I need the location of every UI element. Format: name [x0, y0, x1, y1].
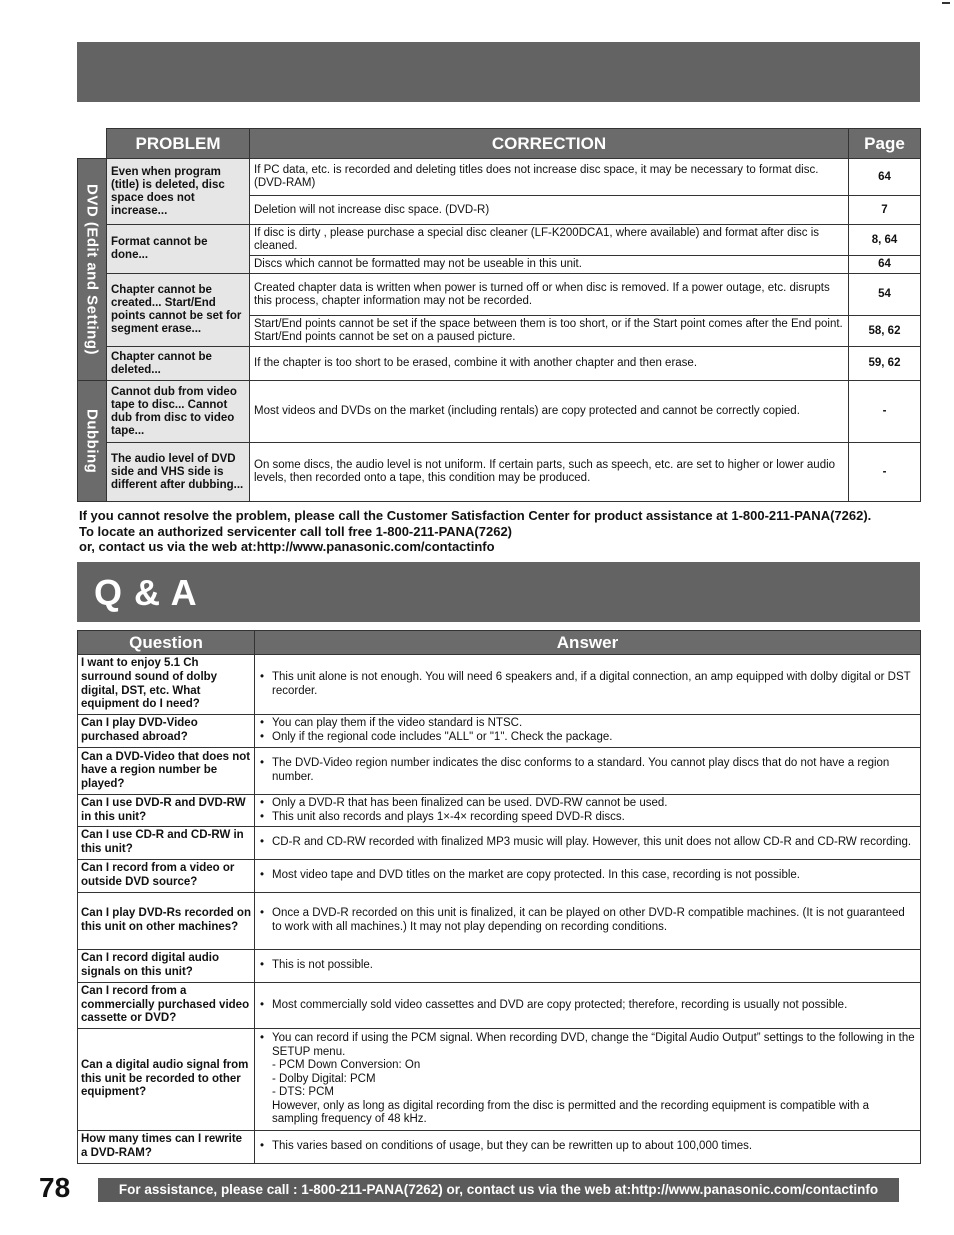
answer-cell	[255, 1029, 921, 1131]
page-cell: -	[849, 381, 921, 443]
answer-cell	[255, 860, 921, 893]
answer-item: • Once a DVD-R recorded on this unit is finalized, it can be played on other DVD-R compatible machines. (It is not guaranteed to work with all machines.) It may not play depending on recording conditions.	[258, 907, 917, 934]
answer-cell	[255, 827, 921, 860]
problem-cell: Format cannot be done...	[107, 225, 250, 274]
troubleshooting-table	[77, 128, 921, 502]
answer-item: • Only if the regional code includes "ALL" or "1". Check the package.	[258, 731, 917, 745]
table-row	[78, 795, 921, 827]
page-cell: 54	[849, 274, 921, 316]
table-row	[78, 950, 921, 983]
correction-cell: If PC data, etc. is recorded and deleting titles does not increase disc space, it may be necessary to format disc. (DVD-RAM)	[250, 159, 849, 196]
answer-item: • You can play them if the video standard is NTSC.	[258, 717, 917, 731]
answer-cell	[255, 655, 921, 715]
answer-header: Answer	[255, 631, 921, 655]
answer-sub-item: However, only as long as digital recording from the disc is permitted and the recording equipment is compatible with a sampling frequency of 48 kHz.	[272, 1099, 870, 1126]
correction-cell: Deletion will not increase disc space. (DVD-R)	[250, 196, 849, 225]
corner-cell	[78, 129, 107, 159]
answer-item: • The DVD-Video region number indicates the disc conforms to a standard. You cannot play discs that do not have a region number.	[258, 757, 917, 784]
answer-item: • This unit alone is not enough. You will need 6 speakers and, if a digital connection, an amp equipped with dolby digital or DST recorder.	[258, 671, 917, 698]
question-header: Question	[78, 631, 255, 655]
page-cell: 8, 64	[849, 225, 921, 256]
page-cell: 58, 62	[849, 316, 921, 347]
problem-header: PROBLEM	[107, 129, 250, 159]
answer-cell	[255, 748, 921, 795]
question-cell: Can I play DVD-Rs recorded on this unit on other machines?	[78, 893, 255, 950]
answer-item: • This is not possible.	[258, 959, 917, 973]
answer-cell	[255, 715, 921, 748]
answer-item: • This unit also records and plays 1×-4× recording speed DVD-R discs.	[258, 811, 917, 825]
question-cell: Can I record digital audio signals on this unit?	[78, 950, 255, 983]
section-label-dvd-edit: DVD (Edit and Setting)	[78, 159, 107, 381]
page-cell: 64	[849, 256, 921, 274]
correction-cell: Start/End points cannot be set if the space between them is too short, or if the Start point comes after the End point. Start/End points cannot be set on a paused picture.	[250, 316, 849, 347]
correction-cell: If the chapter is too short to be erased, combine it with another chapter and then erase.	[250, 347, 849, 381]
table-row	[78, 893, 921, 950]
problem-cell: Chapter cannot be created... Start/End points cannot be set for segment erase...	[107, 274, 250, 347]
answer-sub-item: - DTS: PCM	[272, 1086, 334, 1099]
page-cell: 64	[849, 159, 921, 196]
answer-cell	[255, 950, 921, 983]
answer-sub-item: - Dolby Digital: PCM	[272, 1072, 376, 1085]
page-number: 78	[39, 1172, 71, 1203]
table-row	[78, 715, 921, 748]
problem-cell: Even when program (title) is deleted, disc space does not increase...	[107, 159, 250, 225]
correction-cell: On some discs, the audio level is not uniform. If certain parts, such as speech, etc. are set to higher or lower audio levels, then recorded onto a tape, this condition may be produced.	[250, 443, 849, 502]
corner-mark	[942, 2, 950, 4]
qa-title: Q & A	[94, 572, 198, 613]
page-cell: -	[849, 443, 921, 502]
table-row	[78, 983, 921, 1029]
correction-cell: Created chapter data is written when power is turned off or when disc is removed. If a power outage, etc. disrupts this process, chapter information may not be recorded.	[250, 274, 849, 316]
question-cell: Can I use CD-R and CD-RW in this unit?	[78, 827, 255, 860]
problem-cell: The audio level of DVD side and VHS side is different after dubbing...	[107, 443, 250, 502]
answer-item: • Only a DVD-R that has been finalized can be used. DVD-RW cannot be used.	[258, 797, 917, 811]
correction-cell: If disc is dirty , please purchase a special disc cleaner (LF-K200DCA1, where available) and format after disc is cleaned.	[250, 225, 849, 256]
correction-cell: Most videos and DVDs on the market (including rentals) are copy protected and cannot be correctly copied.	[250, 381, 849, 443]
problem-cell: Chapter cannot be deleted...	[107, 347, 250, 381]
page-header: Page	[849, 129, 921, 159]
table-row	[78, 748, 921, 795]
question-cell: Can I play DVD-Video purchased abroad?	[78, 715, 255, 748]
section-label-dubbing: Dubbing	[78, 381, 107, 502]
contact-line: or, contact us via the web at:http://www.panasonic.com/contactinfo	[79, 539, 495, 554]
contact-line: If you cannot resolve the problem, please call the Customer Satisfaction Center for product assistance at 1-800-211-PANA(7262).	[79, 508, 872, 523]
table-row	[78, 1131, 921, 1164]
table-row	[78, 655, 921, 715]
question-cell: Can I record from a video or outside DVD source?	[78, 860, 255, 893]
question-cell: Can a DVD-Video that does not have a region number be played?	[78, 748, 255, 795]
answer-item: • Most video tape and DVD titles on the market are copy protected. In this case, recording is not possible.	[258, 869, 917, 883]
table-row	[78, 827, 921, 860]
page-cell: 7	[849, 196, 921, 225]
answer-cell	[255, 893, 921, 950]
answer-item: • This varies based on conditions of usage, but they can be rewritten up to about 100,000 times.	[258, 1140, 917, 1154]
footer-bar: For assistance, please call : 1-800-211-PANA(7262) or, contact us via the web at:http://www.panasonic.com/contactinfo	[98, 1178, 899, 1202]
answer-cell	[255, 1131, 921, 1164]
question-cell: Can I record from a commercially purchased video cassette or DVD?	[78, 983, 255, 1029]
problem-cell: Cannot dub from video tape to disc... Cannot dub from disc to video tape...	[107, 381, 250, 443]
question-cell: How many times can I rewrite a DVD-RAM?	[78, 1131, 255, 1164]
question-cell: Can I use DVD-R and DVD-RW in this unit?	[78, 795, 255, 827]
qa-table	[77, 630, 921, 1164]
answer-item: • You can record if using the PCM signal. When recording DVD, change the “Digital Audio Output” settings to the following in the SETUP menu.	[258, 1032, 917, 1059]
question-cell: I want to enjoy 5.1 Ch surround sound of dolby digital, DST, etc. What equipment do I need?	[78, 655, 255, 715]
answer-cell	[255, 795, 921, 827]
header-bar	[77, 42, 920, 102]
table-row	[78, 860, 921, 893]
answer-item: • Most commercially sold video cassettes and DVD are copy protected; therefore, recording is usually not possible.	[258, 999, 917, 1013]
question-cell: Can a digital audio signal from this unit be recorded to other equipment?	[78, 1029, 255, 1131]
contact-info	[79, 508, 929, 555]
qa-title-bar	[77, 562, 920, 622]
correction-header: CORRECTION	[250, 129, 849, 159]
correction-cell: Discs which cannot be formatted may not be useable in this unit.	[250, 256, 849, 274]
answer-sub-item: - PCM Down Conversion: On	[272, 1059, 421, 1072]
answer-cell	[255, 983, 921, 1029]
page-cell: 59, 62	[849, 347, 921, 381]
answer-item: • CD-R and CD-RW recorded with finalized MP3 music will play. However, this unit does not allow CD-R and CD-RW recording.	[258, 836, 917, 850]
contact-line: To locate an authorized servicenter call toll free 1-800-211-PANA(7262)	[79, 523, 513, 539]
table-row	[78, 1029, 921, 1131]
